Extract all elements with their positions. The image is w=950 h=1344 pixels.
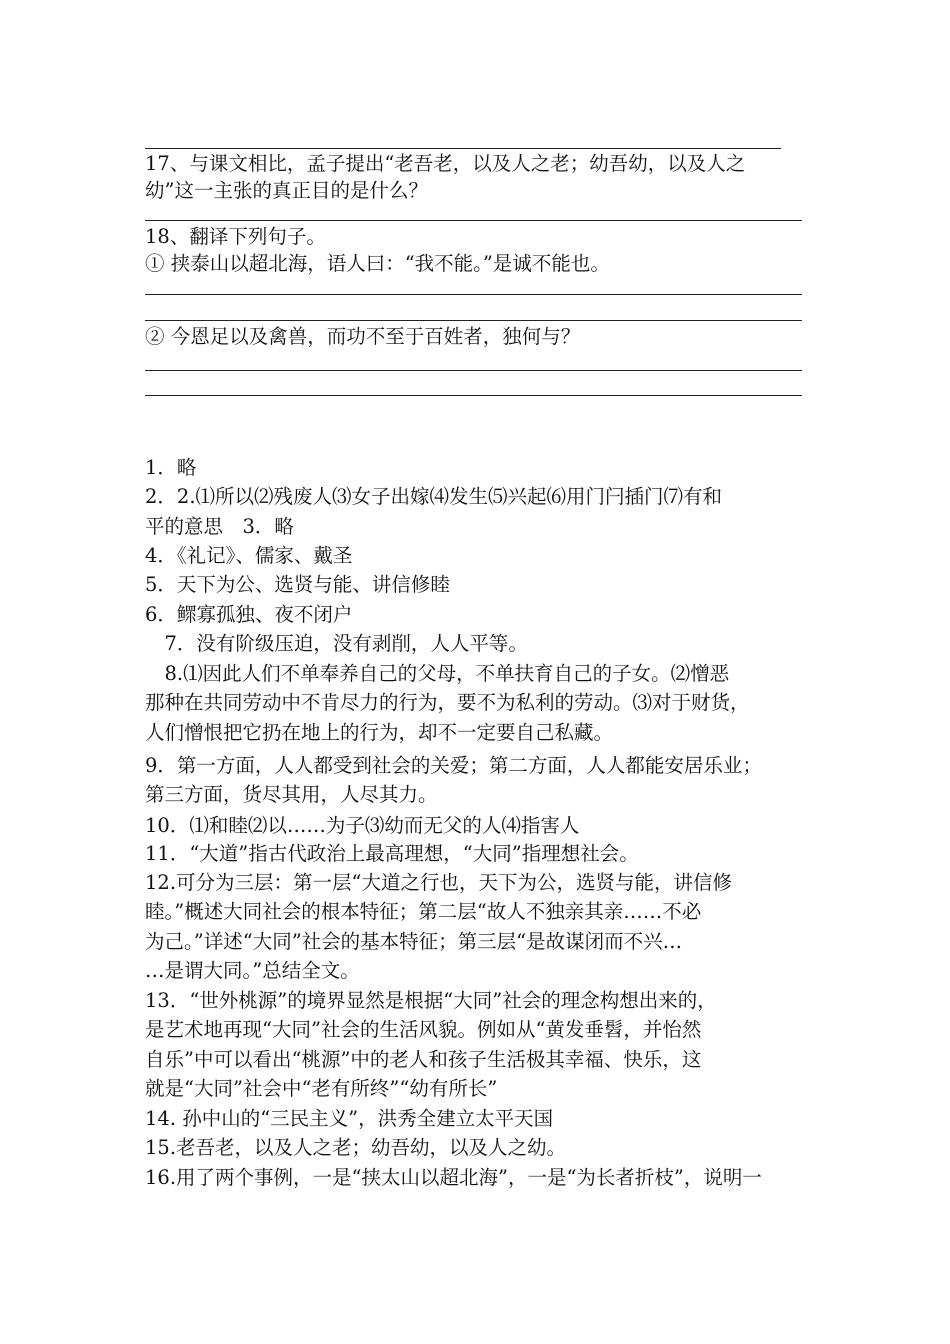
answer-line: 那种在共同劳动中不肯尽力的行为，要不为私利的劳动。⑶对于财货， bbox=[145, 691, 750, 714]
answer-line: 9．第一方面，人人都受到社会的关爱；第二方面，人人都能安居乐业； bbox=[145, 754, 762, 777]
question-17-line-1: 17、与课文相比，孟子提出“老吾老，以及人之老；幼吾幼，以及人之 bbox=[145, 152, 746, 175]
answer-line: 自乐”中可以看出“桃源”中的老人和孩子生活极其幸福、快乐，这 bbox=[145, 1048, 702, 1071]
answer-blank-line bbox=[145, 370, 802, 371]
answer-line: 平的意思 3．略 bbox=[145, 515, 294, 538]
answer-line: 12.可分为三层：第一层“大道之行也，天下为公，选贤与能，讲信修 bbox=[145, 871, 732, 894]
answer-line: 就是“大同”社会中“老有所终”“幼有所长” bbox=[145, 1077, 498, 1100]
answer-line: 1．略 bbox=[145, 456, 197, 479]
answer-blank-line bbox=[145, 320, 802, 321]
answer-line: 15.老吾老，以及人之老；幼吾幼，以及人之幼。 bbox=[145, 1136, 567, 1159]
answer-blank-line bbox=[145, 148, 781, 149]
answer-line: 8.⑴因此人们不单奉养自己的父母，不单扶育自己的子女。⑵憎恶 bbox=[145, 662, 730, 685]
answer-blank-line bbox=[145, 294, 802, 295]
answer-line: 是艺术地再现“大同”社会的生活风貌。例如从“黄发垂髫，并怡然 bbox=[145, 1018, 702, 1041]
answer-line: 14. 孙中山的“三民主义”，洪秀全建立太平天国 bbox=[145, 1107, 554, 1130]
answer-blank-line bbox=[145, 220, 802, 221]
answer-line: 6．鳏寡孤独、夜不闭户 bbox=[145, 603, 353, 626]
question-18-sentence-2: ② 今恩足以及禽兽，而功不至于百姓者，独何与？ bbox=[145, 325, 581, 348]
answer-line: 人们憎恨把它扔在地上的行为，却不一定要自己私藏。 bbox=[145, 721, 614, 744]
answer-line: 4．《礼记》、儒家、戴圣 bbox=[145, 544, 353, 567]
question-18-sentence-1: ① 挟泰山以超北海，语人曰：“我不能。”是诚不能也。 bbox=[145, 252, 610, 275]
answer-blank-line bbox=[145, 395, 802, 396]
answer-line: 5．天下为公、选贤与能、讲信修睦 bbox=[145, 573, 450, 596]
answer-line: 第三方面，货尽其用，人尽其力。 bbox=[145, 783, 438, 806]
answer-line: 7．没有阶级压迫，没有剥削，人人平等。 bbox=[145, 632, 528, 655]
answer-line: 16.用了两个事例，一是“挟太山以超北海”，一是“为长者折枝”，说明一 bbox=[145, 1166, 762, 1189]
answer-line: 2．2.⑴所以⑵残废人⑶女子出嫁⑷发生⑸兴起⑹用门闩插门⑺有和 bbox=[145, 485, 723, 508]
answer-line: 13．“世外桃源”的境界显然是根据“大同”社会的理念构想出来的， bbox=[145, 989, 717, 1012]
answer-line: 10．⑴和睦⑵以……为子⑶幼而无父的人⑷指害人 bbox=[145, 814, 580, 837]
question-17-line-2: 幼”这一主张的真正目的是什么？ bbox=[145, 179, 428, 202]
answer-line: 为己。”详述“大同”社会的基本特征；第三层“是故谋闭而不兴… bbox=[145, 930, 683, 953]
answer-line: 睦。”概述大同社会的根本特征；第二层“故人不独亲其亲……不必 bbox=[145, 900, 702, 923]
question-18-title: 18、翻译下列句子。 bbox=[145, 225, 326, 248]
answer-line: 11．“大道”指古代政治上最高理想，“大同”指理想社会。 bbox=[145, 842, 639, 865]
answer-line: …是谓大同。”总结全文。 bbox=[145, 959, 360, 982]
